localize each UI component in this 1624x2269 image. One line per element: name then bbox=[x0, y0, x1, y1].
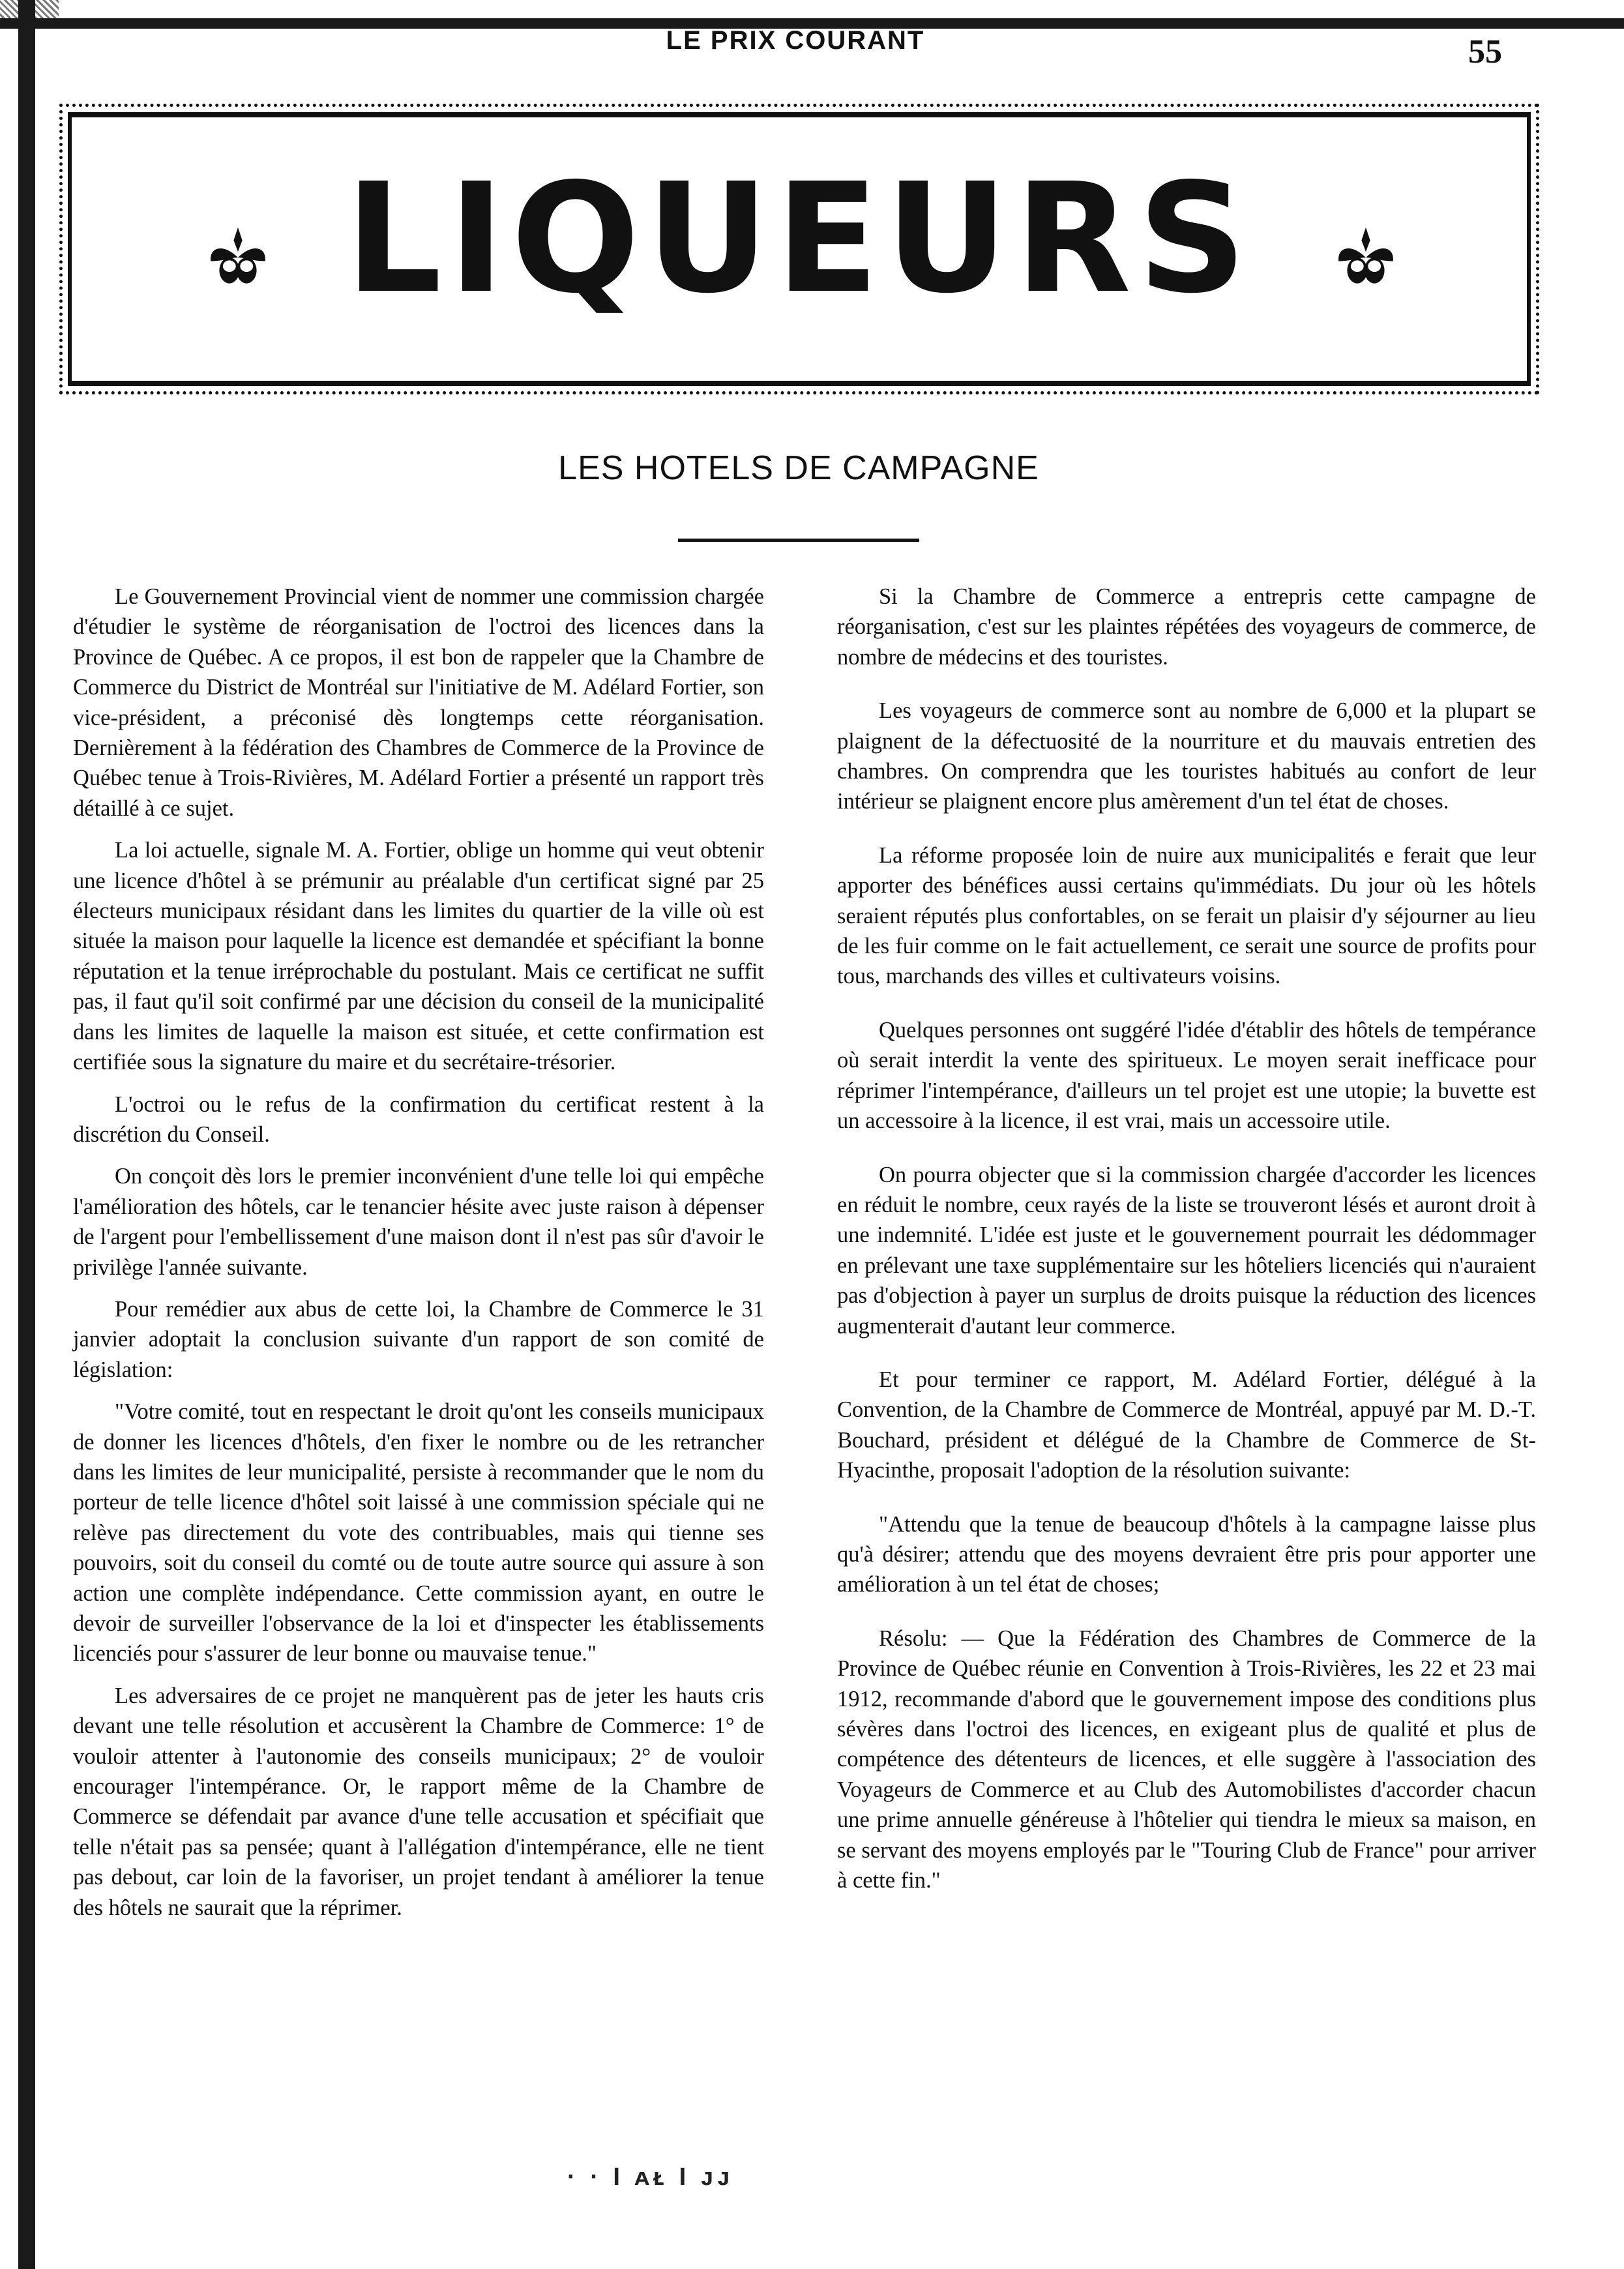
left-border-bar bbox=[18, 0, 35, 2269]
acorn-cluster-icon bbox=[1330, 222, 1402, 293]
page-number: 55 bbox=[1468, 33, 1502, 70]
paragraph: Quelques personnes ont suggéré l'idée d'établir des hôtels de tempérance où serait interdit la vente des spiritueux. Le moyen serait inefficace pour réprimer l'intempérance, d'ailleurs un tel projet est une utopie; la buvette est un accessoire à la licence, il est vrai, mais un accessoire utile. bbox=[837, 1017, 1536, 1134]
quoted-paragraph: "Attendu que la tenue de beaucoup d'hôtels à la campagne laisse plus qu'à désirer; attendu que des moyens devraient être pris pour apporter une amélioration à un tel état de choses; bbox=[837, 1511, 1536, 1597]
footer-marks: · · I ᴀᴌ I ᴊᴊ bbox=[567, 2163, 734, 2191]
paragraph: Le Gouvernement Provincial vient de nommer une commission chargée d'étudier le système de réorganisation de l'octroi des licences dans la Province de Québec. A ce propos, il est bon de rappeler que la Chambre de Commerce du District de Montréal sur l'initiative de M. Adélard Fortier, son vice-président, a préconisé dès longtemps cette réorganisation. Dernièrement à la fédération des Chambres de Commerce de la Province de Québec tenue à Trois-Rivières, M. Adélard Fortier a présenté un rapport très détaillé à ce sujet. bbox=[73, 584, 764, 821]
paragraph: Pour remédier aux abus de cette loi, la Chambre de Commerce le 31 janvier adoptait la conclusion suivante d'un rapport de son comité de législation: bbox=[73, 1296, 764, 1382]
paragraph: Résolu: — Que la Fédération des Chambres de Commerce de la Province de Québec réunie en Convention à Trois-Rivières, les 22 et 23 mai 1912, recommande d'abord que le gouvernement impose des conditions plus sévères dans l'octroi des licences, en exigeant plus de qualité et plus de compétence des détenteurs de licences, et elle suggère à l'association des Voyageurs de Commerce et au Club des Automobilistes d'accorder chacun une prime annuelle généreuse à l'hôtelier qui tiendra le mieux sa maison, en se servant des moyens employés par le "Touring Club de France" pour arriver à cette fin." bbox=[837, 1625, 1536, 1893]
paragraph: Si la Chambre de Commerce a entrepris cette campagne de réorganisation, c'est sur les plaintes répétées des voyageurs de commerce, de nombre de médecins et des touristes. bbox=[837, 584, 1536, 670]
running-title: LE PRIX COURANT bbox=[666, 26, 925, 55]
paragraph: Et pour terminer ce rapport, M. Adélard Fortier, délégué à la Convention, de la Chambre de Commerce de Montréal, appuyé par M. D.-T. Bouchard, président et délégué de la Chambre de Commerce de St-Hyacinthe, proposait l'adoption de la résolution suivante: bbox=[837, 1367, 1536, 1483]
paragraph: L'octroi ou le refus de la confirmation du certificat restent à la discrétion du Conseil. bbox=[73, 1091, 764, 1147]
paragraph: Les adversaires de ce projet ne manquèrent pas de jeter les hauts cris devant une telle résolution et accusèrent la Chambre de Commerce: 1° de vouloir attenter à l'autonomie des conseils municipaux; 2° de vouloir encourager l'intempérance. Or, le rapport même de la Chambre de Commerce se défendait par avance d'une telle accusation et spécifiait que telle n'était pas sa pensée; quant à l'allégation d'intempérance, elle ne tient pas debout, car loin de la favoriser, un projet tendant à améliorer la tenue des hôtels ne saurait que la réprimer. bbox=[73, 1683, 764, 1920]
section-banner bbox=[68, 112, 1531, 386]
left-column bbox=[73, 582, 764, 1935]
title-divider bbox=[678, 539, 919, 542]
paragraph: On pourra objecter que si la commission chargée d'accorder les licences en réduit le nombre, ceux rayés de la liste se trouveront lésés et auront droit à une indemnité. L'idée est juste et le gouvernement pourrait les dédommager en prélevant une taxe supplémentaire sur les hôteliers licenciés qui n'auraient pas d'objection à payer un surplus de droits puisque la réduction des licences augmenterait d'autant leur commerce. bbox=[837, 1162, 1536, 1339]
right-column bbox=[837, 582, 1536, 1919]
paragraph: La loi actuelle, signale M. A. Fortier, oblige un homme qui veut obtenir une licence d'hôtel à se prémunir au préalable d'un certificat signé par 25 électeurs municipaux résidant dans les limites du quartier de la ville où est située la maison pour laquelle la licence est demandée et spécifiant la bonne réputation et la tenue irréprochable du postulant. Mais ce certificat ne suffit pas, il faut qu'il soit confirmé par une décision du conseil de la municipalité dans les limites de laquelle la maison est située, et cette confirmation est certifiée sous la signature du maire et du secrétaire-trésorier. bbox=[73, 838, 764, 1075]
paragraph: Les voyageurs de commerce sont au nombre de 6,000 et la plupart se plaignent de la défectuosité de la nourriture et du mauvais entretien des chambres. On comprendra que les touristes habitués au confort de leur intérieur se plaignent encore plus amèrement d'un tel état de choses. bbox=[837, 698, 1536, 814]
quoted-paragraph: "Votre comité, tout en respectant le droit qu'ont les conseils municipaux de donner les licences d'hôtels, d'en fixer le nombre ou de les retrancher dans les limites de leur municipalité, persiste à recommander que le nom du porteur de telle licence d'hôtel soit laissé à une commission spéciale qui ne relève pas directement du vote des contribuables, mais qui tienne ses pouvoirs, soit du conseil du comté ou de toute autre source qui assure à son action une complète indépendance. Cette commission ayant, en outre le devoir de surveiller l'observance de la loi et d'inspecter les établissements licenciés pour s'assurer de leur bonne ou mauvaise tenue." bbox=[73, 1399, 764, 1667]
article-title: LES HOTELS DE CAMPAGNE bbox=[558, 449, 1039, 487]
paragraph: La réforme proposée loin de nuire aux municipalités e ferait que leur apporter des bénéfices aussi certains qu'immédiats. Du jour où les hôtels seraient réputés plus confortables, on se ferait un plaisir d'y séjourner au lieu de les fuir comme on le fait actuellement, ce serait une source de profits pour tous, marchands des villes et cultivateurs voisins. bbox=[837, 842, 1536, 989]
section-title: LIQUEURS bbox=[345, 151, 1254, 327]
paragraph: On conçoit dès lors le premier inconvénient d'une telle loi qui empêche l'amélioration des hôtels, car le tenancier hésite avec juste raison à dépenser de l'argent pour l'embellissement d'une maison dont il n'est pas sûr d'avoir le privilège l'année suivante. bbox=[73, 1164, 764, 1280]
